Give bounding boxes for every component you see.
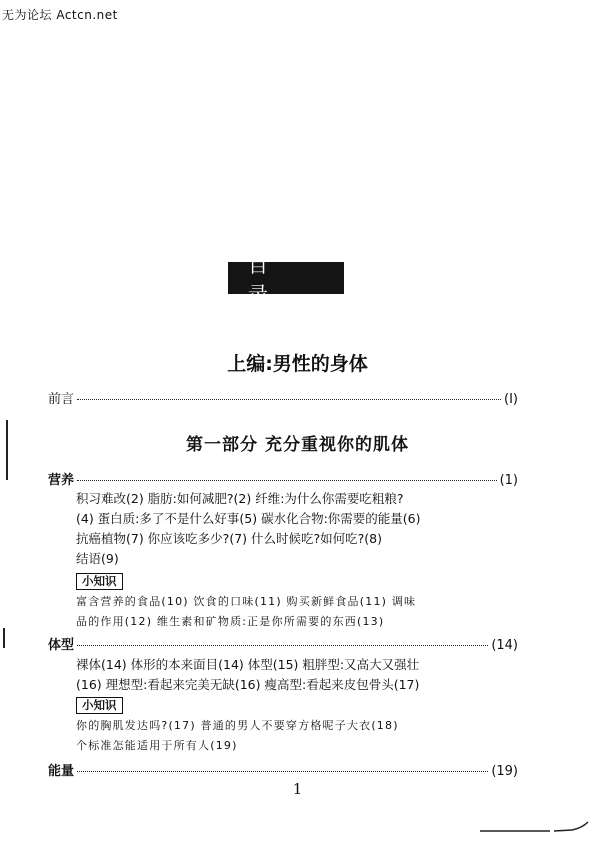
toc-entry-label: 能量 bbox=[48, 764, 75, 779]
toc-subentry-line: (4) 蛋白质:多了不是什么好事(5) 碳水化合物:你需要的能量(6) bbox=[76, 511, 421, 526]
leader-dots bbox=[77, 645, 488, 646]
toc-subentry-line: 积习难改(2) 脂肪:如何减肥?(2) 纤维:为什么你需要吃粗粮? bbox=[76, 491, 404, 506]
toc-tip-line: 你的胸肌发达吗?(17) 普通的男人不要穿方格呢子大衣(18) bbox=[76, 719, 399, 732]
watermark: 无为论坛 Actcn.net bbox=[2, 8, 118, 22]
toc-tip-line: 富含营养的食品(10) 饮食的口味(11) 购买新鲜食品(11) 调味 bbox=[76, 595, 417, 608]
section-title: 第一部分 充分重视你的肌体 bbox=[186, 435, 409, 455]
toc-entry-nutrition[interactable] bbox=[48, 469, 518, 488]
toc-entry-label: 前言 bbox=[48, 392, 75, 407]
toc-entry-label: 营养 bbox=[48, 473, 75, 488]
toc-subentry-line: (16) 理想型:看起来完美无缺(16) 瘦高型:看起来皮包骨头(17) bbox=[76, 677, 420, 692]
tip-label: 小知识 bbox=[76, 697, 123, 714]
toc-entry-page: (19) bbox=[491, 764, 518, 779]
toc-entry-page: (14) bbox=[491, 638, 518, 653]
toc-entry-page: (1) bbox=[499, 473, 518, 488]
toc-entry-energy[interactable] bbox=[48, 760, 518, 779]
scan-edge-line bbox=[6, 420, 8, 480]
toc-entry-label: 体型 bbox=[48, 638, 75, 653]
toc-tip-line: 个标准怎能适用于所有人(19) bbox=[76, 739, 238, 752]
scan-edge-line bbox=[3, 628, 5, 648]
tip-label: 小知识 bbox=[76, 573, 123, 590]
leader-dots bbox=[77, 480, 497, 481]
toc-tip-line: 品的作用(12) 维生素和矿物质:正是你所需要的东西(13) bbox=[76, 615, 385, 628]
toc-subentry-line: 裸体(14) 体形的本来面目(14) 体型(15) 粗胖型:又高大又强壮 bbox=[76, 657, 420, 672]
toc-entry-body-type[interactable] bbox=[48, 634, 518, 653]
toc-subentry-line: 结语(9) bbox=[76, 551, 119, 566]
leader-dots bbox=[77, 399, 501, 400]
leader-dots bbox=[77, 771, 488, 772]
toc-entry-preface[interactable] bbox=[48, 388, 518, 407]
toc-subentry-line: 抗癌植物(7) 你应该吃多少?(7) 什么时候吃?如何吃?(8) bbox=[76, 531, 382, 546]
volume-title: 上编:男性的身体 bbox=[227, 353, 368, 375]
toc-entry-page: (Ⅰ) bbox=[504, 392, 518, 407]
page-number: 1 bbox=[292, 780, 303, 798]
toc-header: 目 录 bbox=[228, 262, 344, 294]
scan-artifact bbox=[480, 820, 590, 834]
